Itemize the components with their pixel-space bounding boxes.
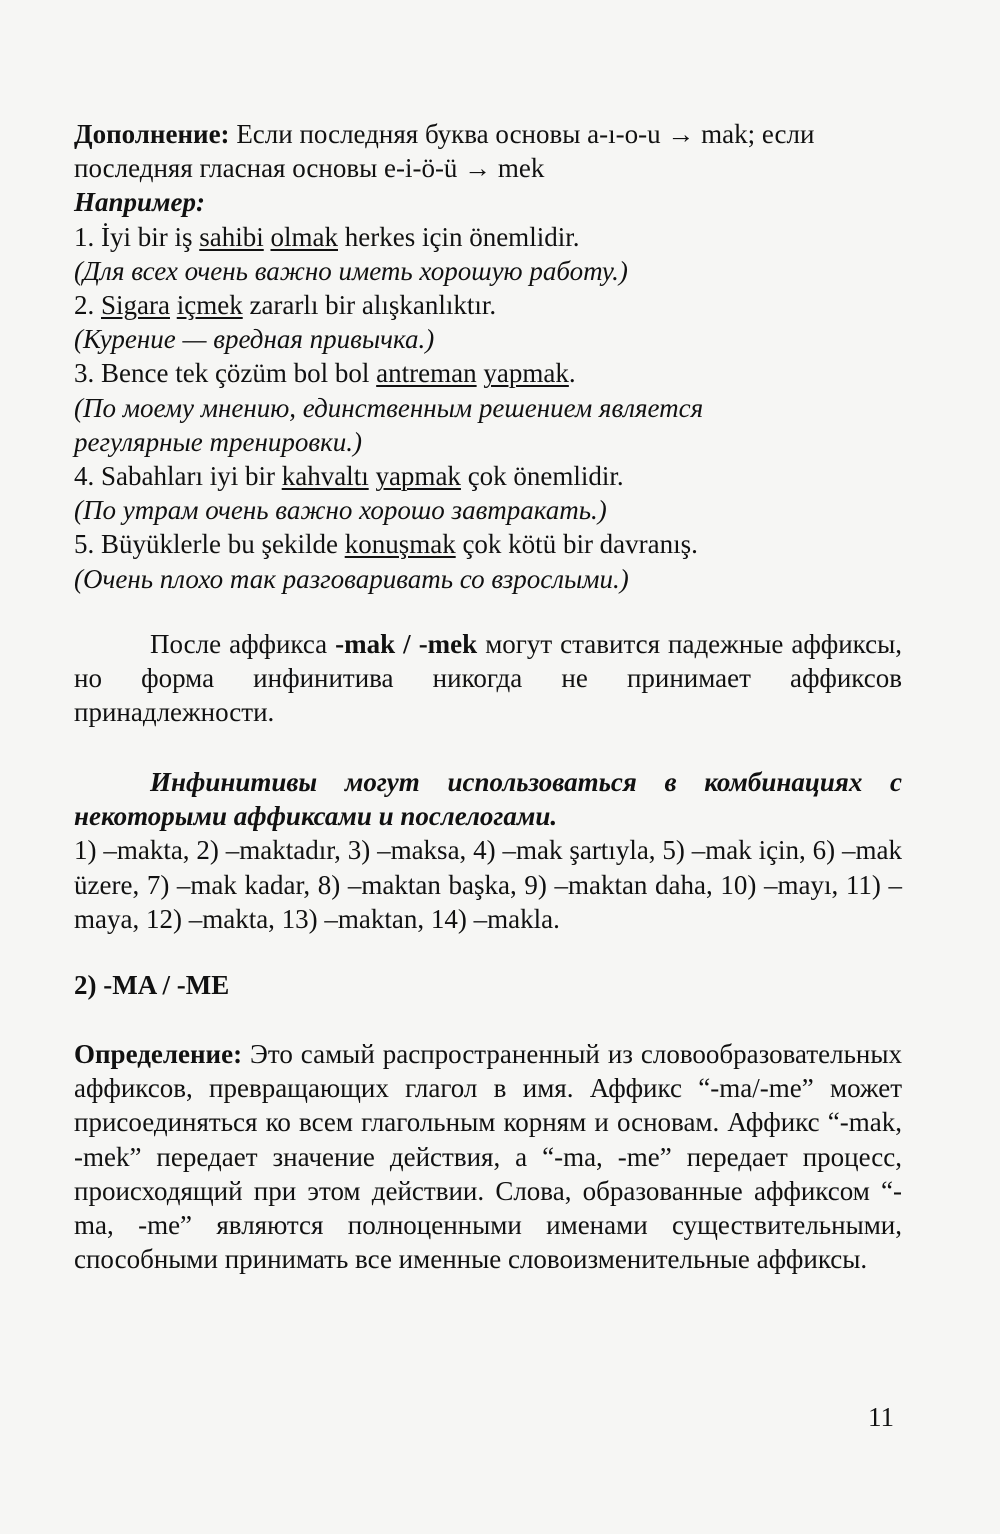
example-line: 1. İyi bir iş sahibi olmak herkes için önemlidir.: [74, 221, 580, 252]
example-translation: (Курение — вредная привычка.): [74, 324, 435, 355]
example-line: 4. Sabahları iyi bir kahvaltı yapmak çok önemlidir.: [74, 461, 624, 492]
examples-label: Например:: [74, 187, 206, 218]
example-list: [74, 220, 902, 596]
example-line: 3. Bence tek çözüm bol bol antreman yapmak.: [74, 358, 576, 389]
addition-block: [74, 117, 902, 596]
combinations-block: [74, 765, 902, 936]
affix-paragraph: После аффикса -mak / -mek могут ставится падежные аффиксы, но форма инфинитива никогда не принимает аффиксов принадлежности.: [74, 629, 902, 728]
example-line: 5. Büyüklerle bu şekilde konuşmak çok kötü bir davranış.: [74, 529, 698, 560]
definition-paragraph: Определение: Это самый распространенный из словообразовательных аффиксов, превращающих глагол в имя. Аффикс “-ma/-me” может присоединяться ко всем глагольным корням и основам. Аффикс “-mak, -mek” передает значение действия, а “-ma, -me” передает процесс, происходящий при этом действии. Слова, образованные аффиксом “-ma, -me” являются полноценными именами существительными, способными принимать все именные словоизменительные аффиксы.: [74, 1039, 902, 1275]
definition-block: [74, 1037, 902, 1276]
addition-paragraph: [74, 117, 902, 185]
example-translation: (Очень плохо так разговаривать со взрослыми.): [74, 563, 629, 594]
section-title: 2) -MA / -ME: [74, 970, 230, 1000]
example-translation: (Для всех очень важно иметь хорошую работу.): [74, 255, 628, 286]
addition-label: Дополнение:: [74, 119, 230, 149]
affix-bold: -mak / -mek: [335, 629, 478, 659]
example-translation: (По утрам очень важно хорошо завтракать.): [74, 495, 607, 526]
definition-label: Определение:: [74, 1039, 243, 1069]
combinations-list: 1) –makta, 2) –maktadır, 3) –maksa, 4) –mak şartıyla, 5) –mak için, 6) –mak üzere, 7) –mak kadar, 8) –maktan başka, 9) –maktan daha, 10) –mayı, 11) –maya, 12) –makta, 13) –maktan, 14) –makla.: [74, 835, 902, 934]
example-line: 2. Sigara içmek zararlı bir alışkanlıktır.: [74, 290, 497, 321]
example-translation: (По моему мнению, единственным решением является регулярные тренировки.): [74, 392, 704, 457]
page-number: 11: [868, 1402, 894, 1432]
addition-text: Если последняя буква основы a-ı-o-u → mak; если последняя гласная основы e-i-ö-ü → mek: [74, 119, 815, 184]
combinations-heading: Инфинитивы могут использоваться в комбинациях с некоторыми аффиксами и послелогами.: [74, 767, 902, 832]
